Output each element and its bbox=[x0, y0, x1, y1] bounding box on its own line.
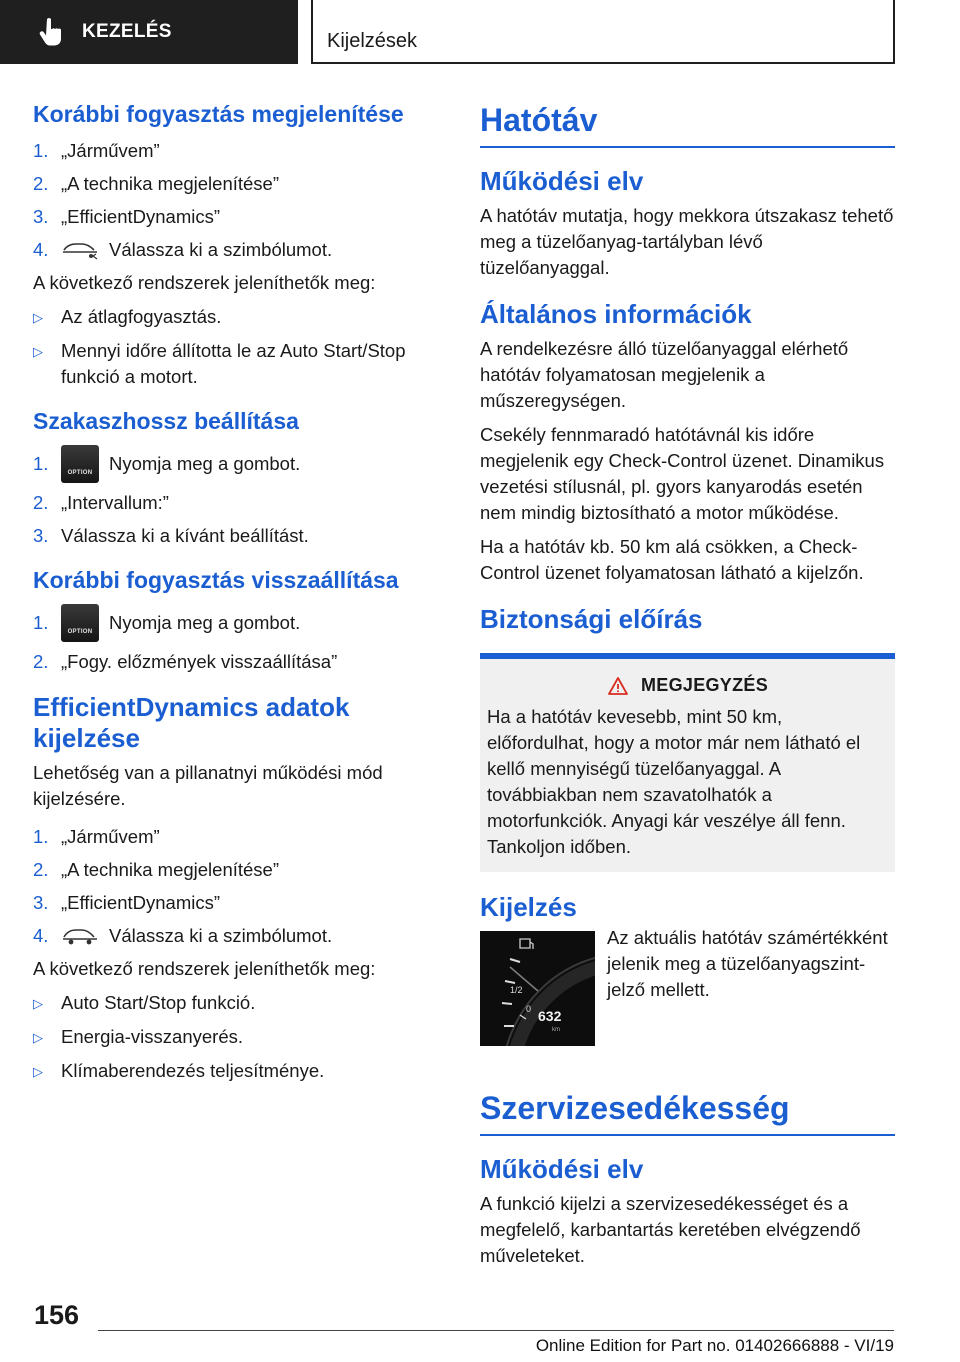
step-number: 2. bbox=[33, 173, 49, 194]
steps-list-2 bbox=[33, 824, 443, 949]
heading-general-info: Általános információk bbox=[480, 299, 752, 329]
section-label: KEZELÉS bbox=[82, 21, 172, 42]
paragraph: Ha a hatótáv kb. 50 km alá csökken, a Check-Control üzenet folyamatosan látható a kijelzőn. bbox=[480, 536, 864, 583]
step-text: Válassza ki a kívánt beállítást. bbox=[61, 525, 309, 546]
heading-efficientdynamics: EfficientDynamics adatok kijelzése bbox=[33, 692, 350, 753]
list-item bbox=[33, 338, 443, 390]
list-item bbox=[33, 138, 443, 164]
bullet-list-1 bbox=[33, 304, 443, 390]
car-energy-icon bbox=[61, 926, 99, 946]
step-text: Nyomja meg a gombot. bbox=[109, 612, 301, 633]
subsection-label: Kijelzések bbox=[327, 30, 418, 52]
bullet-text: Az átlagfogyasztás. bbox=[61, 306, 222, 327]
steps-list-1 bbox=[33, 138, 443, 263]
right-column bbox=[480, 100, 895, 1277]
heading-range: Hatótáv bbox=[480, 100, 895, 148]
step-text: Válassza ki a szimbólumot. bbox=[109, 239, 333, 260]
note-box bbox=[480, 653, 895, 872]
bullet-text: Auto Start/Stop funkció. bbox=[61, 992, 256, 1013]
paragraph: Lehetőség van a pillanatnyi működési mód kijelzésére. bbox=[33, 762, 383, 809]
bullet-text: Energia-visszanyerés. bbox=[61, 1026, 243, 1047]
gauge-half-label: 1/2 bbox=[510, 985, 523, 995]
note-text: Ha a hatótáv kevesebb, mint 50 km, előfordulhat, hogy a motor már nem látható el kellő mennyiségű tüzelőanyaggal. A továbbiakban nem szavatolhatók a motorfunkciók. Anyagi kár veszélye áll fenn. Tankoljon időben. bbox=[487, 706, 861, 857]
step-number: 1. bbox=[33, 826, 49, 847]
list-item bbox=[33, 1024, 443, 1051]
step-number: 3. bbox=[33, 525, 49, 546]
triangle-bullet-icon: ▷ bbox=[33, 344, 43, 359]
display-row bbox=[480, 927, 895, 1046]
step-number: 1. bbox=[33, 453, 49, 474]
option-button-icon bbox=[61, 604, 99, 642]
gauge-range-value: 632 bbox=[538, 1008, 562, 1024]
heading-reset-consumption: Korábbi fogyasztás visszaállítása bbox=[33, 567, 399, 593]
heading-segment-length: Szakaszhossz beállítása bbox=[33, 408, 299, 434]
step-number: 4. bbox=[33, 925, 49, 946]
step-number: 2. bbox=[33, 492, 49, 513]
triangle-bullet-icon: ▷ bbox=[33, 1064, 43, 1079]
step-text: „A technika megjelenítése” bbox=[61, 859, 280, 880]
gauge-range-unit: km bbox=[552, 1027, 560, 1033]
paragraph: A funkció kijelzi a szervizesedékességet és a megfelelő, karbantartás keretében elvégzendő műveleteket. bbox=[480, 1193, 861, 1266]
heading-safety: Biztonsági előírás bbox=[480, 604, 703, 634]
list-item bbox=[33, 890, 443, 916]
list-item bbox=[33, 990, 443, 1017]
list-item bbox=[33, 857, 443, 883]
list-item bbox=[33, 523, 443, 549]
list-item bbox=[33, 490, 443, 516]
paragraph: A rendelkezésre álló tüzelőanyaggal elérhető hatótáv folyamatosan megjelenik a műszeregységen. bbox=[480, 338, 849, 411]
triangle-bullet-icon: ▷ bbox=[33, 310, 43, 325]
list-item bbox=[33, 445, 443, 483]
step-number: 3. bbox=[33, 892, 49, 913]
left-column bbox=[33, 100, 443, 1092]
list-item bbox=[33, 237, 443, 263]
list-item bbox=[33, 204, 443, 230]
paragraph: Az aktuális hatótáv számértékként jelenik meg a tüzelőanyagszint-jelző mellett. bbox=[607, 927, 888, 1000]
footer-edition: Online Edition for Part no. 01402666888 - VI/19 bbox=[535, 1336, 894, 1355]
car-consumption-icon bbox=[61, 240, 99, 260]
heading-service: Szervizesedékesség bbox=[480, 1088, 895, 1136]
paragraph: A hatótáv mutatja, hogy mekkora útszakasz tehető meg a tüzelőanyag-tartályban lévő tüzelőanyaggal. bbox=[480, 205, 894, 278]
step-text: Válassza ki a szimbólumot. bbox=[109, 925, 333, 946]
option-button-label: OPTION bbox=[67, 470, 93, 476]
note-title bbox=[487, 675, 888, 696]
bullet-text: Mennyi időre állította le az Auto Start/Stop funkció a motort. bbox=[61, 340, 406, 387]
hand-pointer-icon bbox=[38, 17, 66, 47]
list-item bbox=[33, 604, 443, 642]
steps-list-reset bbox=[33, 604, 443, 675]
list-item bbox=[33, 824, 443, 850]
note-title-text: MEGJEGYZÉS bbox=[640, 675, 769, 695]
list-item bbox=[33, 1058, 443, 1085]
step-text: „Járművem” bbox=[61, 140, 160, 161]
step-text: Nyomja meg a gombot. bbox=[109, 453, 301, 474]
heading-previous-consumption: Korábbi fogyasztás megjelenítése bbox=[33, 101, 404, 127]
list-item bbox=[33, 649, 443, 675]
triangle-bullet-icon: ▷ bbox=[33, 1030, 43, 1045]
step-text: „Fogy. előzmények visszaállítása” bbox=[61, 651, 338, 672]
paragraph: A következő rendszerek jeleníthetők meg: bbox=[33, 958, 376, 979]
step-number: 2. bbox=[33, 651, 49, 672]
heading-service-principle: Működési elv bbox=[480, 1154, 644, 1184]
bullet-list-2 bbox=[33, 990, 443, 1085]
subsection-tab bbox=[311, 0, 895, 64]
step-number: 2. bbox=[33, 859, 49, 880]
step-number: 1. bbox=[33, 612, 49, 633]
fuel-gauge-image bbox=[480, 931, 595, 1046]
step-text: „EfficientDynamics” bbox=[61, 892, 221, 913]
bullet-text: Klímaberendezés teljesítménye. bbox=[61, 1060, 325, 1081]
page-number: 156 bbox=[34, 1300, 80, 1330]
gauge-zero-label: 0 bbox=[526, 1004, 532, 1014]
option-button-icon bbox=[61, 445, 99, 483]
step-number: 4. bbox=[33, 239, 49, 260]
step-number: 3. bbox=[33, 206, 49, 227]
list-item bbox=[33, 923, 443, 949]
step-text: „EfficientDynamics” bbox=[61, 206, 221, 227]
paragraph: A következő rendszerek jeleníthetők meg: bbox=[33, 272, 376, 293]
step-text: „Járművem” bbox=[61, 826, 160, 847]
step-text: „Intervallum:” bbox=[61, 492, 169, 513]
warning-icon bbox=[607, 676, 629, 696]
paragraph: Csekély fennmaradó hatótávnál kis időre megjelenik egy Check-Control üzenet. Dinamikus vezetési stílusnál, pl. gyors kanyarodás esetén nem mindig biztosítható a motor működése. bbox=[480, 424, 885, 523]
option-button-label: OPTION bbox=[67, 629, 93, 635]
list-item bbox=[33, 304, 443, 331]
triangle-bullet-icon: ▷ bbox=[33, 996, 43, 1011]
chapter-tab bbox=[0, 0, 298, 64]
footer-divider bbox=[98, 1330, 894, 1331]
step-text: „A technika megjelenítése” bbox=[61, 173, 280, 194]
step-number: 1. bbox=[33, 140, 49, 161]
list-item bbox=[33, 171, 443, 197]
steps-list-segment bbox=[33, 445, 443, 549]
heading-operating-principle: Működési elv bbox=[480, 166, 644, 196]
heading-display: Kijelzés bbox=[480, 892, 577, 922]
